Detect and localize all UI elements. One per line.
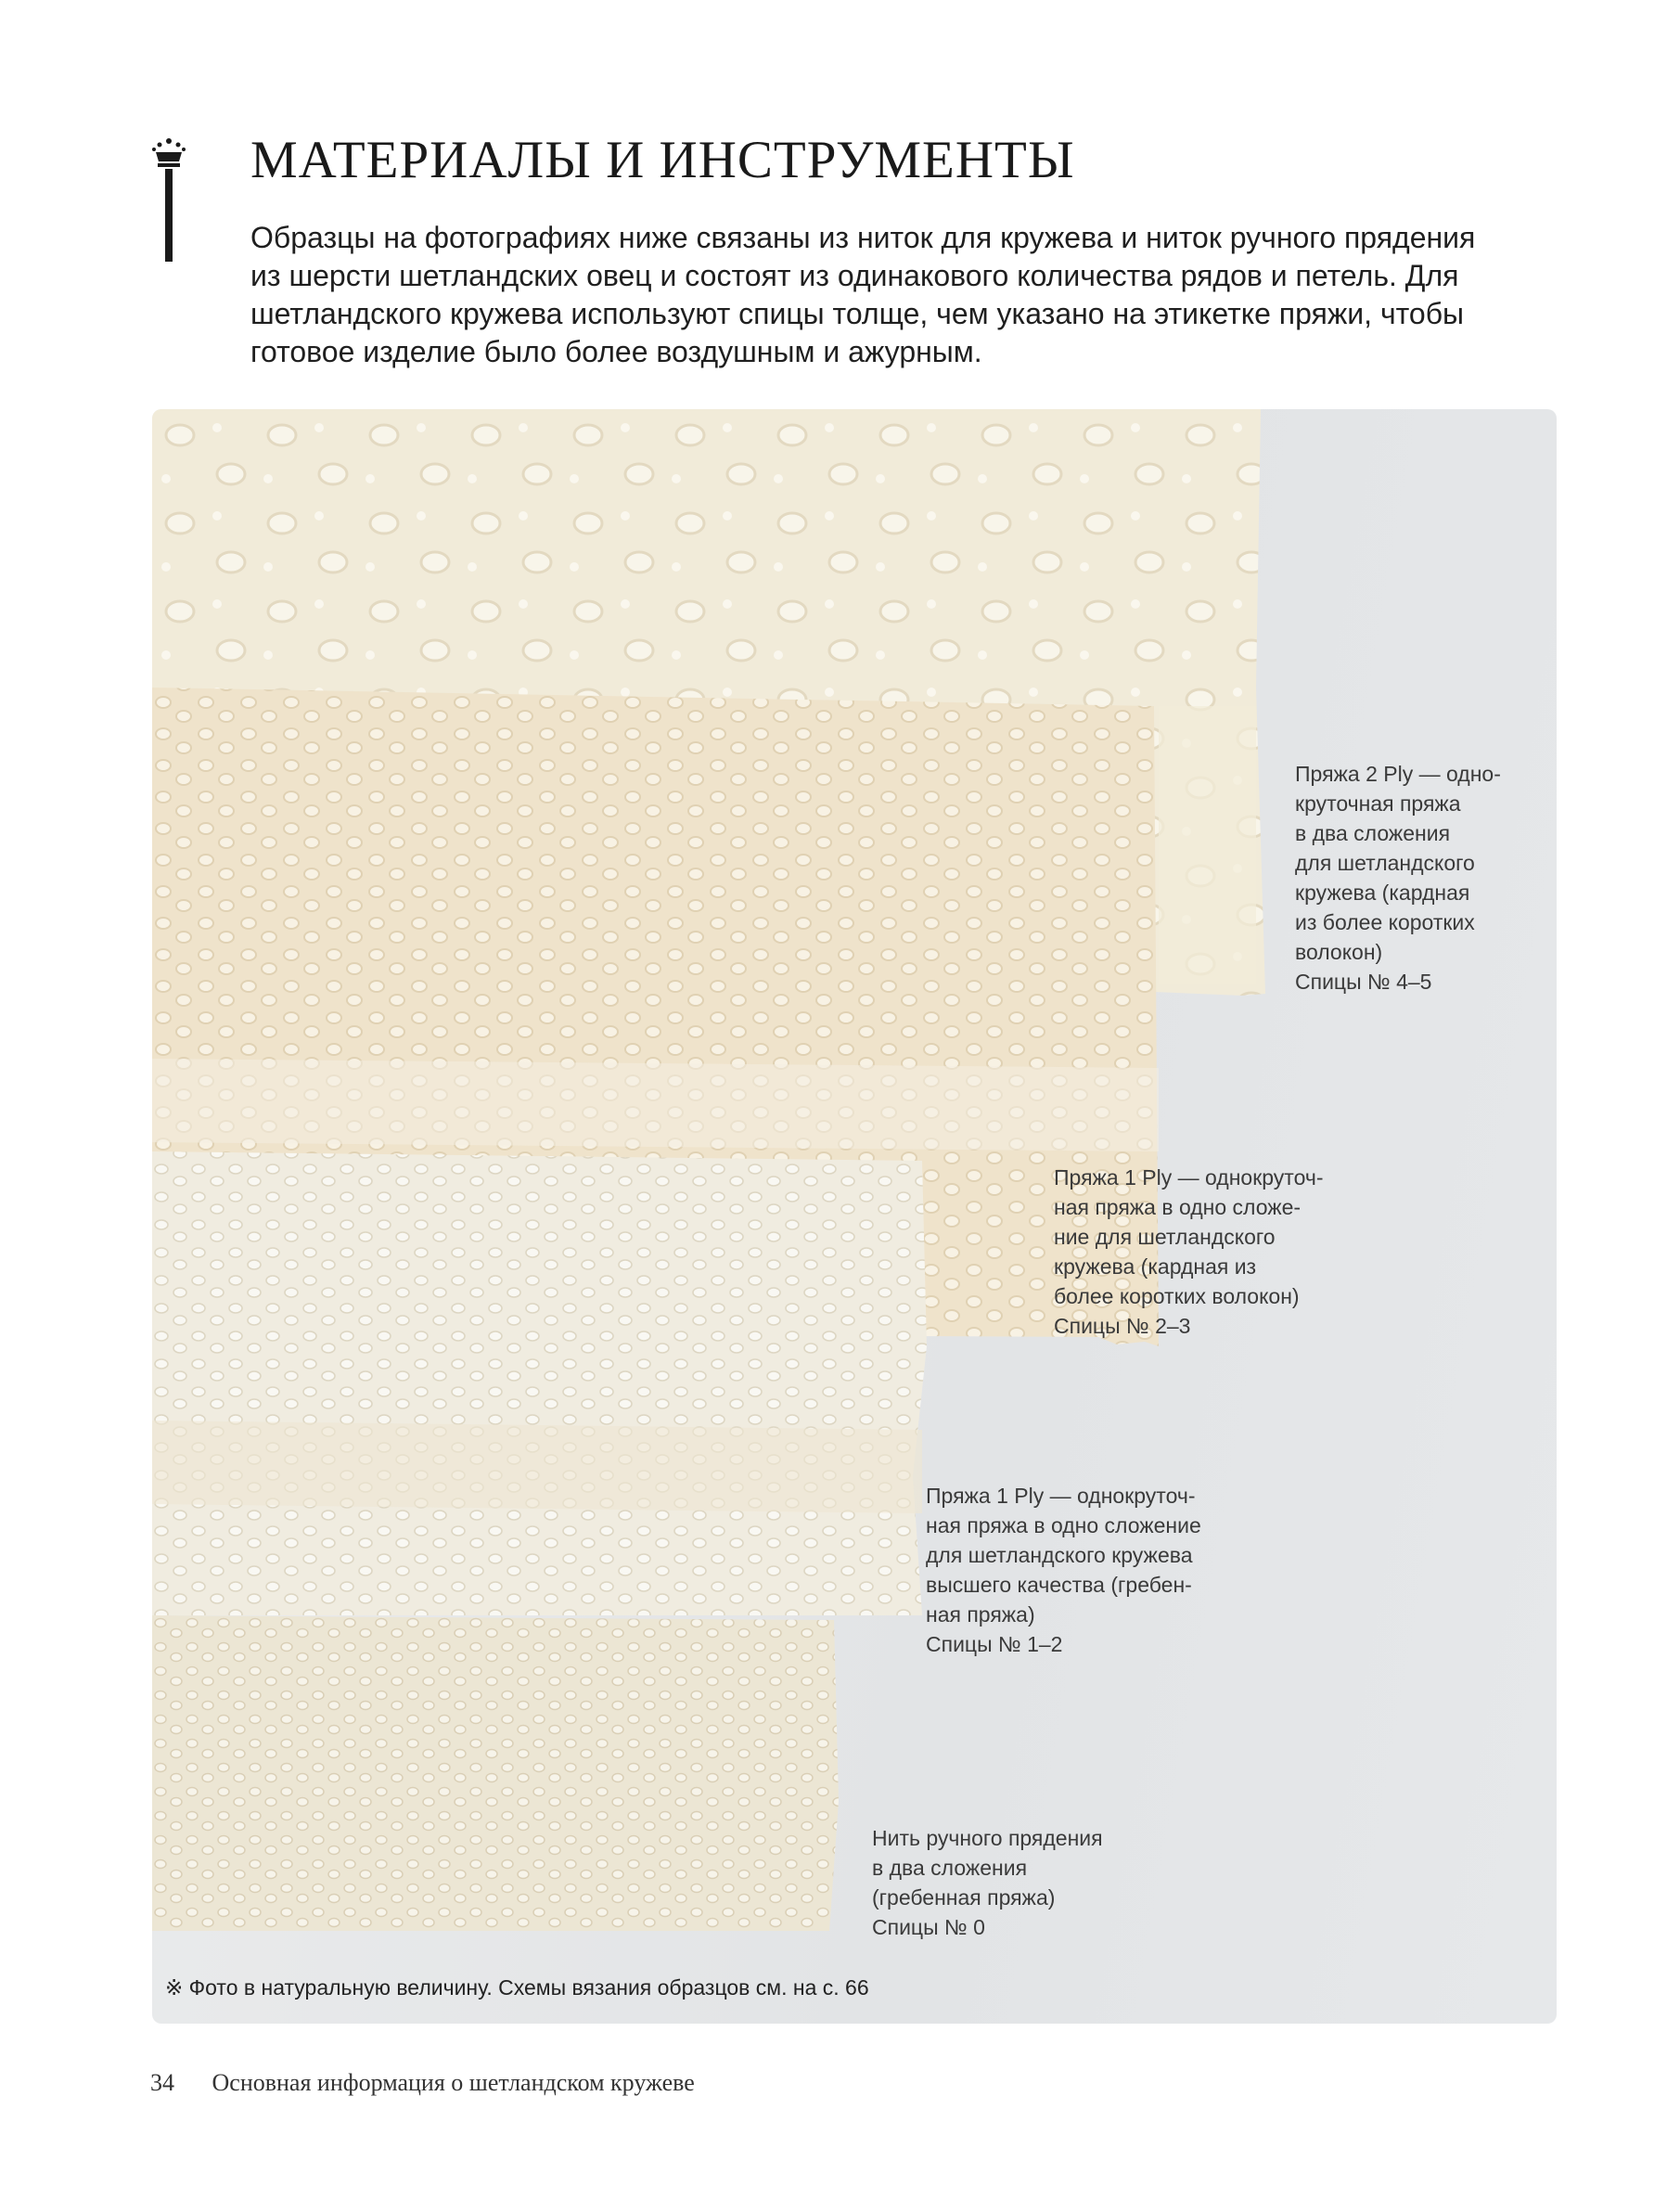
caption-line: ние для шетландского (1054, 1225, 1276, 1249)
caption-line: Спицы № 4–5 (1295, 970, 1432, 994)
caption-line: в два сложения (1295, 821, 1451, 845)
caption-line: Пряжа 1 Ply — однокруточ- (926, 1484, 1196, 1508)
caption-line: волокон) (1295, 940, 1383, 964)
caption-line: в два сложения (872, 1856, 1028, 1880)
caption-line: круточная пряжа (1295, 791, 1461, 816)
page-title: МАТЕРИАЛЫ И ИНСТРУМЕНТЫ (250, 131, 1075, 189)
caption-line: ная пряжа) (926, 1602, 1035, 1627)
caption-line: для шетландского (1295, 851, 1475, 875)
crown-pillar-icon (150, 137, 187, 264)
caption-line: Спицы № 1–2 (926, 1632, 1063, 1656)
caption-handspun (872, 1823, 1103, 1942)
caption-line: Нить ручного прядения (872, 1826, 1103, 1850)
lace-swatches-illustration (152, 409, 1557, 2024)
page-number: 34 (150, 2069, 174, 2096)
intro-line: готовое изделие было более воздушным и ажурным. (250, 335, 982, 368)
knitting-samples-photo (152, 409, 1557, 2024)
caption-line: высшего качества (гребен- (926, 1573, 1192, 1597)
caption-line: Пряжа 2 Ply — одно- (1295, 762, 1501, 786)
caption-line: Пряжа 1 Ply — однокруточ- (1054, 1165, 1324, 1190)
caption-1ply-worsted (926, 1481, 1201, 1659)
intro-line: из шерсти шетландских овец и состоят из одинакового количества рядов и петель. Для (250, 259, 1459, 292)
caption-line: из более коротких (1295, 910, 1475, 934)
caption-line: Спицы № 0 (872, 1915, 985, 1939)
caption-line: более коротких волокон) (1054, 1284, 1300, 1308)
intro-line: Образцы на фотографиях ниже связаны из ниток для кружева и ниток ручного прядения (250, 221, 1476, 254)
intro-paragraph (250, 219, 1586, 371)
intro-line: шетландского кружева используют спицы толще, чем указано на этикетке пряжи, чтобы (250, 297, 1465, 330)
caption-line: кружева (кардная (1295, 881, 1470, 905)
caption-line: для шетландского кружева (926, 1543, 1193, 1567)
caption-line: (гребенная пряжа) (872, 1885, 1056, 1910)
caption-line: кружева (кардная из (1054, 1254, 1257, 1279)
page-footer (150, 2069, 695, 2097)
caption-line: Спицы № 2–3 (1054, 1314, 1191, 1338)
caption-2ply (1295, 759, 1501, 997)
caption-line: ная пряжа в одно сложение (926, 1513, 1201, 1537)
caption-line: ная пряжа в одно сложе- (1054, 1195, 1302, 1219)
photo-note: ※ Фото в натуральную величину. Схемы вязания образцов см. на с. 66 (165, 1975, 869, 2000)
running-section-title: Основная информация о шетландском кружеве (212, 2069, 695, 2096)
caption-1ply-carded (1054, 1163, 1324, 1341)
